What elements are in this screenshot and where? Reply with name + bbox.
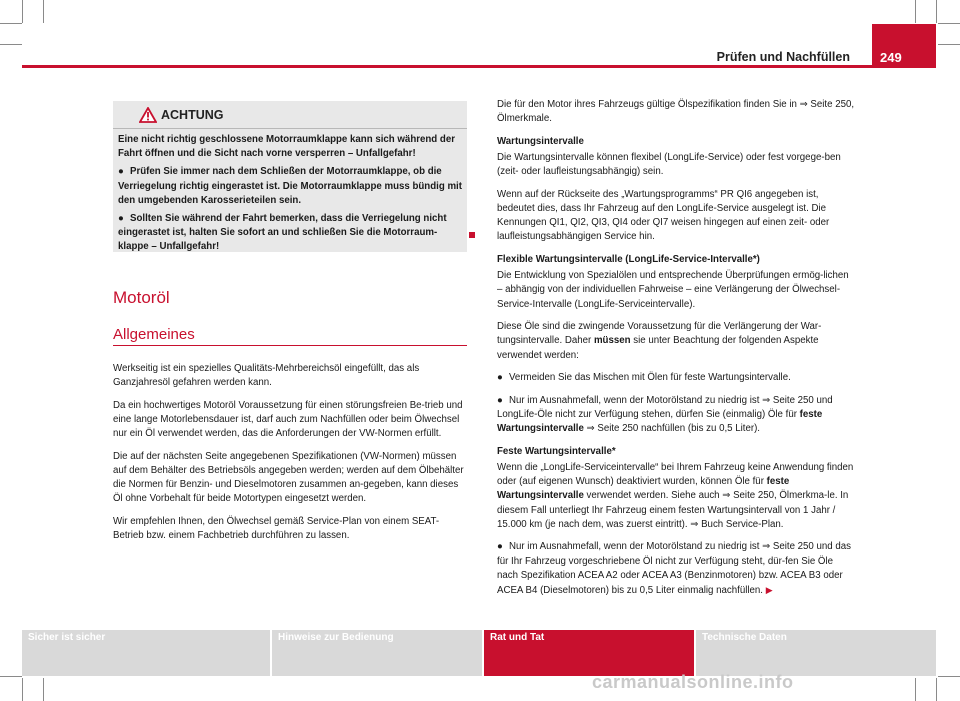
warning-paragraph: Eine nicht richtig geschlossene Motorraumklappe kann sich während der Fahrt öffnen und die Sicht nach vorne versperren – Unfallgefahr!	[118, 134, 455, 160]
paragraph	[497, 320, 855, 363]
paragraph: Die auf der nächsten Seite angegebenen Spezifikationen (VW-Normen) müssen auf dem Behälter des Betriebsöls angegeben werden; werden auf dem Ölbehälter die Normen für Benzin- und Dieselmotoren zusammen an-gegeben, kann dieses Öl ohne Vorbehalt für beide Motortypen eingesetzt werden.	[113, 450, 464, 505]
crop-mark	[936, 0, 937, 23]
page-title: Prüfen und Nachfüllen	[716, 50, 850, 64]
section-title: Motoröl	[113, 288, 170, 307]
warning-body	[118, 133, 464, 259]
warning-header	[113, 101, 467, 129]
paragraph: Da ein hochwertiges Motoröl Voraussetzung für einen störungsfreien Be-trieb und eine lange Motorlebensdauer ist, darf auch zum Nachfüllen oder beim Ölwechsel nur ein Öl verwendet werden, das die Anforderungen der VW-Normen erfüllt.	[113, 399, 463, 440]
text-span: Diese Öle sind die zwingende Voraussetzung für die Verlängerung der War-tungsintervalle. Daher	[497, 321, 822, 347]
bullet-icon: ●	[497, 372, 503, 384]
footer-tab-sicher-ist-sicher[interactable]	[22, 630, 270, 676]
bullet-icon: ●	[497, 394, 503, 406]
warning-box	[113, 101, 467, 252]
subheading: Flexible Wartungsintervalle (LongLife-Service-Intervalle*)	[497, 254, 760, 265]
paragraph: Werkseitig ist ein spezielles Qualitäts-Mehrbereichsöl eingefüllt, das als Ganzjahresöl gefahren werden kann.	[113, 363, 420, 389]
section-subtitle: Allgemeines	[113, 326, 195, 343]
paragraph: Die Entwicklung von Spezialölen und entsprechende Überprüfungen ermög-lichen – abhängig von der individuellen Fahrweise – eine Verlängerung der Ölwechsel-Service-Intervalle (LongLife-Serviceintervalle).	[497, 270, 849, 310]
bullet-text: Nur im Ausnahmefall, wenn der Motorölstand zu niedrig ist ⇒ Seite 250 und LongLife-Öle nicht zur Verfügung stehen, dürfen Sie (einmalig) Öle für	[497, 394, 833, 420]
crop-mark	[938, 23, 960, 24]
emphasis: feste Wartungsintervalle	[497, 476, 790, 502]
warning-bullet-text: Prüfen Sie immer nach dem Schließen der Motorraumklappe, ob die Verriegelung richtig eingerastet ist. Die Motorraumklappe muss bündig mit den umgebenden Karosserieteilen sein.	[118, 166, 462, 206]
page-number: 249	[880, 50, 902, 65]
footer-tab-label: Technische Daten	[702, 632, 787, 643]
end-of-warning-marker	[469, 232, 475, 238]
crop-mark	[43, 0, 44, 23]
paragraph	[497, 461, 855, 532]
bullet-icon: ●	[118, 213, 124, 225]
bullet-icon: ●	[497, 541, 503, 553]
continue-arrow-icon: ▶	[765, 585, 773, 596]
warning-bullet	[118, 212, 464, 255]
watermark: carmanualsonline.info	[592, 672, 794, 692]
emphasis: müssen	[593, 335, 631, 347]
bullet-text: Nur im Ausnahmefall, wenn der Motorölstand zu niedrig ist ⇒ Seite 250 und das für Ihr Fahrzeug vorgeschriebene Öl nicht zur Verfügung steht, dür-fen Sie Öle nach Spezifikation ACEA A2 oder ACEA A3 (Benzinmotoren) bzw. ACEA B3 oder ACEA B4 (Dieselmotoren) bis zu 0,5 Liter einmalig nachfüllen.	[497, 541, 851, 597]
bullet-item	[497, 394, 855, 437]
footer-tab-label: Hinweise zur Bedienung	[278, 632, 394, 643]
crop-mark	[938, 44, 960, 45]
footer-tab-technische-daten[interactable]	[696, 630, 936, 676]
crop-mark	[938, 676, 960, 677]
bullet-item	[497, 371, 855, 385]
crop-mark	[0, 23, 22, 24]
crop-mark	[936, 678, 937, 701]
bullet-item	[497, 540, 855, 598]
subheading: Wartungsintervalle	[497, 135, 584, 147]
paragraph: Wenn auf der Rückseite des „Wartungsprogramms“ PR QI6 angegeben ist, bedeutet dies, dass Ihr Fahrzeug auf den LongLife-Service ausgelegt ist. Die Kennungen QI1, QI2, QI3, QI4 oder QI7 weisen hingegen auf einen zeit- oder laufleistungsabhängigen Service hin.	[497, 188, 830, 243]
crop-mark	[0, 44, 22, 45]
crop-mark	[915, 678, 916, 701]
footer-tab-label: Rat und Tat	[490, 632, 545, 643]
subheading: Feste Wartungsintervalle*	[497, 445, 616, 457]
footer-tab-rat-und-tat[interactable]	[484, 630, 694, 676]
left-column	[113, 362, 465, 552]
text-span: Wenn die „LongLife-Serviceintervalle“ bei Ihrem Fahrzeug keine Anwendung finden oder (auf eigenen Wunsch) deaktiviert wurden, können Öle für	[497, 462, 854, 488]
bullet-icon: ●	[118, 166, 124, 178]
paragraph: Die für den Motor ihres Fahrzeugs gültige Ölspezifikation finden Sie in ⇒ Seite 250, Ölmerkmale.	[497, 99, 855, 125]
header-rule	[22, 65, 936, 68]
text-span: sie unter Beachtung der folgenden Aspekte verwendet werden:	[497, 335, 819, 361]
crop-mark	[22, 0, 23, 23]
warning-bullet	[118, 165, 464, 208]
warning-bullet-text: Sollten Sie während der Fahrt bemerken, dass die Verriegelung nicht eingerastet ist, halten Sie sofort an und schließen Sie die Motorraum-klappe – Unfallgefahr!	[118, 213, 447, 253]
text-span: verwendet werden. Siehe auch ⇒ Seite 250, Ölmerkma-le. In diesem Fall unterliegt Ihr Fahrzeug einem festen Wartungsintervall von 1 Jahr / 15.000 km (je nach dem, was zuerst eintritt). ⇒ Buch Service-Plan.	[497, 490, 849, 530]
right-column	[497, 98, 855, 607]
crop-mark	[915, 0, 916, 23]
crop-mark	[43, 678, 44, 701]
crop-mark	[0, 676, 22, 677]
footer-tab-hinweise-zur-bedienung[interactable]	[272, 630, 482, 676]
emphasis: feste Wartungsintervalle	[497, 409, 823, 435]
bullet-text: Vermeiden Sie das Mischen mit Ölen für feste Wartungsintervalle.	[509, 372, 791, 384]
crop-mark	[22, 678, 23, 701]
paragraph: Wir empfehlen Ihnen, den Ölwechsel gemäß Service-Plan von einem SEAT-Betrieb bzw. einem Fachbetrieb durchführen zu lassen.	[113, 516, 440, 542]
footer-tab-label: Sicher ist sicher	[28, 632, 106, 643]
subtitle-rule	[113, 345, 467, 346]
paragraph: Die Wartungsintervalle können flexibel (LongLife-Service) oder fest vorgege-ben (zeit- oder laufleistungsabhängig) sein.	[497, 152, 841, 178]
warning-title: ACHTUNG	[161, 108, 224, 122]
warning-triangle-icon	[139, 107, 157, 128]
bullet-text: ⇒ Seite 250 nachfüllen (bis zu 0,5 Liter).	[583, 423, 760, 435]
